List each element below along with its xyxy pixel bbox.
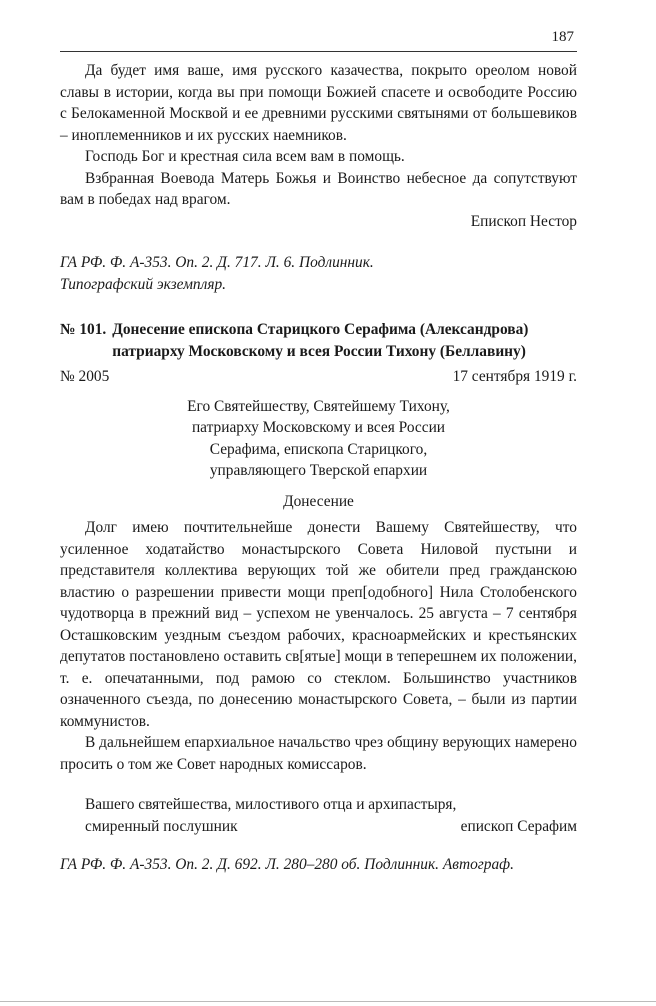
page-number: 187 xyxy=(551,29,574,45)
prev-archive-line-2: Типографский экземпляр. xyxy=(60,275,227,293)
document-date: 17 сентября 1919 г. xyxy=(452,368,577,385)
page-content xyxy=(60,60,577,876)
addressee-line-2: патриарху Московскому и всея России xyxy=(191,419,446,436)
header-rule xyxy=(60,51,577,52)
closing-line-1: Вашего святейшества, милостивого отца и архипастыря, xyxy=(85,796,457,813)
addressee-block xyxy=(60,396,577,482)
prev-archive-line-1: ГА РФ. Ф. А-353. Оп. 2. Д. 717. Л. 6. Подлинник. xyxy=(60,254,374,271)
closing-signature: епископ Серафим xyxy=(460,817,577,835)
document-101 xyxy=(60,319,577,876)
document-title: Донесение епископа Старицкого Серафима (Александрова) патриарху Московскому и всея России Тихону (Беллавину) xyxy=(112,321,529,360)
body-paragraph-2: В дальнейшем епархиальное начальство чрез общину верующих намерено просить о том же Совет народных комиссаров. xyxy=(60,734,577,773)
addressee-line-3: Серафима, епископа Старицкого, xyxy=(209,440,428,458)
document-number: № 101. xyxy=(60,321,107,338)
number-date-line xyxy=(60,366,577,388)
document-heading xyxy=(60,319,577,362)
prev-paragraph-2: Господь Бог и крестная сила всем вам в помощь. xyxy=(85,148,405,165)
previous-document-ending xyxy=(60,60,577,295)
bottom-edge-rule xyxy=(0,1001,656,1002)
outgoing-number: № 2005 xyxy=(60,368,110,385)
addressee-line-1: Его Святейшеству, Святейшему Тихону, xyxy=(187,397,450,415)
document-archive-reference: ГА РФ. Ф. А-353. Оп. 2. Д. 692. Л. 280–280 об. Подлинник. Автограф. xyxy=(60,856,514,873)
closing-line-2 xyxy=(60,816,577,838)
closing-servant: смиренный послушник xyxy=(85,817,238,835)
prev-archive-reference xyxy=(60,252,577,295)
prev-paragraph-3: Взбранная Воевода Матерь Божья и Воинство небесное да сопутствуют вам в победах над врагом. xyxy=(60,169,577,208)
document-body xyxy=(60,517,577,775)
prev-signature: Епископ Нестор xyxy=(470,212,577,230)
body-paragraph-1: Долг имею почтительнейше донести Вашему Святейшеству, что усиленное ходатайство монастырского Совета Ниловой пустыни и представителя коллектива верующих той же обители пред гражданскою властию о разрешении привести мощи преп[одобного] Нила Столобенского чудотворца в прежний вид – успехом не увенчалось. 25 августа – 7 сентября Осташковским уездным съездом рабочих, красноармейских и крестьянских депутатов постановлено оставить св[ятые] мощи в теперешнем их положении, т. е. опечатанными, под рамою со стеклом. Большинство участников означенного съезда, по донесению монастырского Совета, – были из партии коммунистов. xyxy=(60,519,577,730)
document-type: Донесение xyxy=(283,492,354,510)
prev-paragraph-1: Да будет имя ваше, имя русского казачества, покрыто ореолом новой славы в истории, когда вы при помощи Божией спасете и освободите Россию с Белокаменной Москвой и ее древними русскими святынями от большевиков – иноплеменников и их русских наемников. xyxy=(60,62,577,144)
addressee-line-4: управляющего Тверской епархии xyxy=(209,462,428,479)
